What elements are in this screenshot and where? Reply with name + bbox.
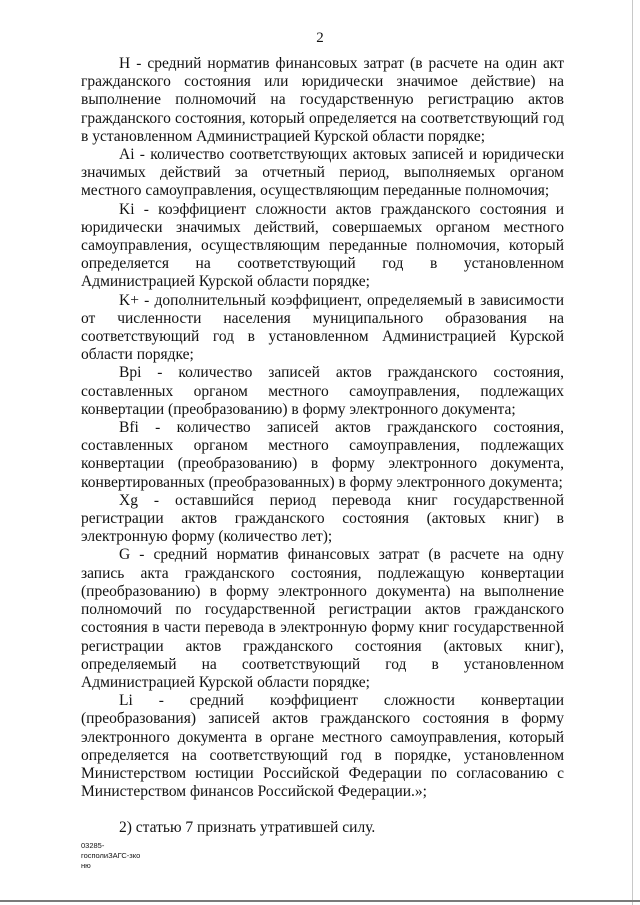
paragraph-ki-definition: Ki - коэффициент сложности актов гражданского состояния и юридически значимых действий, совершаемых органом местного самоуправления, осуществляющим переданные полномочия, который определяется на соответствующий год в установленном Администрацией Курской области порядке; [81,200,564,291]
paragraph-xg-definition: Xg - оставшийся период перевода книг государственной регистрации актов гражданского состояния (актовых книг) в электронную форму (количество лет); [81,491,564,546]
paragraph-k-plus-definition: K+ - дополнительный коэффициент, определяемый в зависимости от численности населения муниципального образования на соответствующий год в установленном Администрацией Курской области порядке; [81,291,564,364]
paragraph-closing-clause: 2) статью 7 признать утратившей силу. [119,819,376,837]
paragraph-n-definition: Н - средний норматив финансовых затрат (в расчете на один акт гражданского состояния или юридически значимое действие) на выполнение полномочий на государственную регистрацию актов гражданского состояния, который определяется на соответствующий год в установленном Администрацией Курской области порядке; [81,55,564,145]
paragraph-ai-definition: Ai - количество соответствующих актовых записей и юридически значимых действий за отчетный период, выполняемых органом местного самоуправления, осуществляющим переданные полномочия; [81,146,564,200]
scan-edge-bottom [0,900,640,902]
paragraph-bpi-definition: Bpi - количество записей актов гражданского состояния, составленных органом местного самоуправления, подлежащих конвертации (преобразованию) в форму электронного документа; [81,364,564,418]
document-body [81,55,564,838]
paragraph-g-definition: G - средний норматив финансовых затрат (в расчете на одну запись акта гражданского состояния, подлежащую конвертации (преобразованию) в форму электронного документа) на выполнение полномочий по государственной регистрации актов гражданского состояния в части перевода в электронную форму книг государственной регистрации актов гражданского состояния (актовых книг), определяемый на соответствующий год в установленном Администрацией Курской области порядке; [81,546,564,691]
paragraph-bfi-definition: Bfi - количество записей актов гражданского состояния, составленных органом местного самоуправления, подлежащих конвертации (преобразованию) в форму электронного документа, конвертированных (преобразованных) в форму электронного документа; [81,419,564,491]
scan-edge-right [632,0,633,905]
page-number: 2 [316,30,324,46]
document-footer-code: 03285-госполиЗАГС-зко ню [81,841,141,870]
paragraph-li-definition: Li - средний коэффициент сложности конвертации (преобразования) записей актов гражданского состояния в форму электронного документа в органе местного самоуправления, который определяется на соответствующий год в порядке, установленном Министерством юстиции Российской Федерации по согласованию с Министерством финансов Российской Федерации.»; [81,692,564,801]
